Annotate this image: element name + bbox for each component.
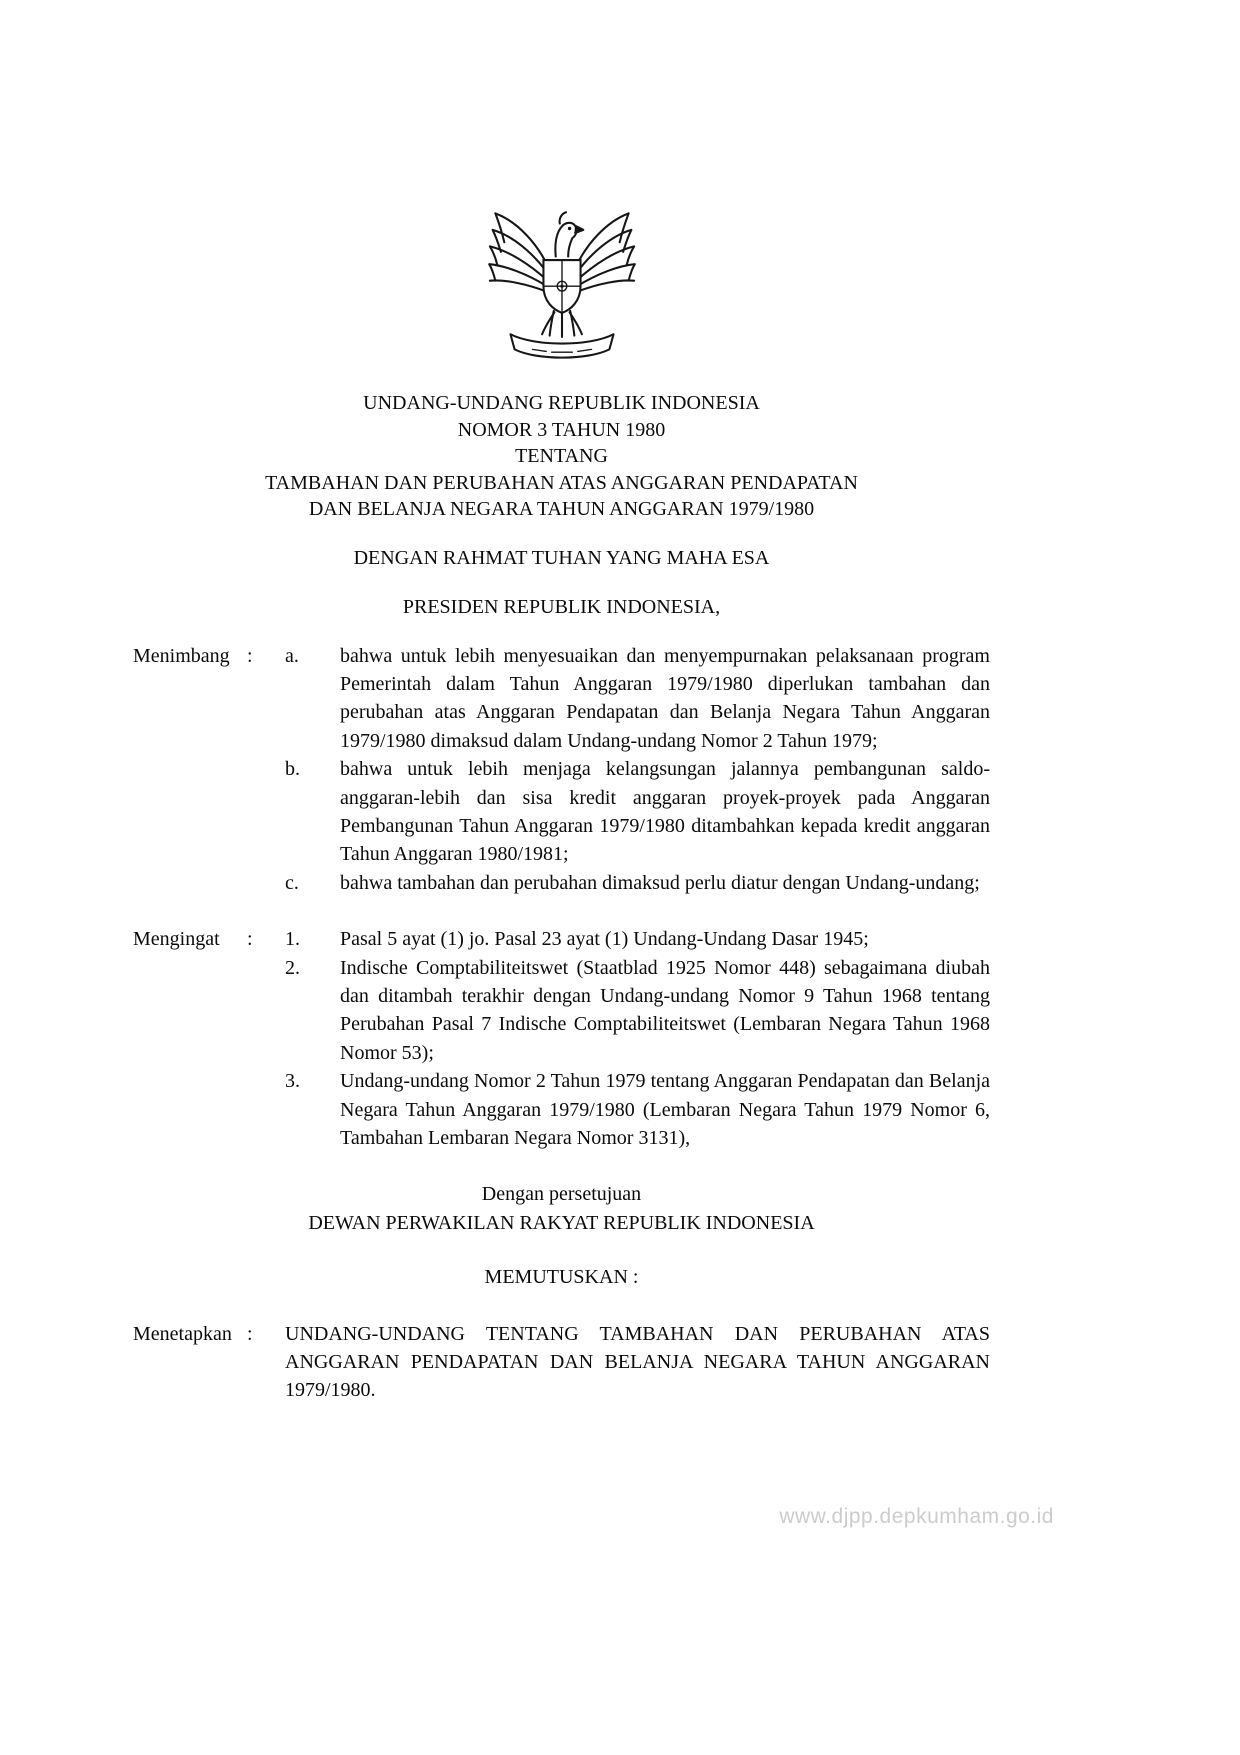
mengingat-colon: : xyxy=(247,928,253,951)
mengingat-label xyxy=(133,925,285,1152)
mengingat-item-1 xyxy=(285,925,990,953)
document-content xyxy=(133,0,990,1405)
document-title xyxy=(133,390,990,523)
menetapkan-body xyxy=(285,1320,990,1405)
menimbang-colon: : xyxy=(247,644,253,667)
agreement-line-1: Dengan persetujuan xyxy=(481,1183,642,1206)
title-line-3: TENTANG xyxy=(515,445,608,467)
menetapkan-item xyxy=(285,1320,990,1405)
item-marker: 1. xyxy=(285,928,300,951)
item-marker: a. xyxy=(285,644,299,667)
item-text: bahwa tambahan dan perubahan dimaksud perlu diatur dengan Undang-undang; xyxy=(340,871,980,894)
item-marker: b. xyxy=(285,758,300,781)
item-text: Indische Comptabiliteitswet (Staatblad 1925 Nomor 448) sebagaimana diubah dan ditambah terakhir dengan Undang-undang Nomor 9 Tahun 1968 tentang Perubahan Pasal 7 Indische Comptabiliteitswet (Lembaran Negara Tahun 1968 Nomor 53); xyxy=(340,956,990,1064)
item-text: bahwa untuk lebih menjaga kelangsungan jalannya pembangunan saldo-anggaran-lebih dan sisa kredit anggaran proyek-proyek pada Anggaran Pembangunan Tahun Anggaran 1979/1980 ditambahkan kepada kredit anggaran Tahun Anggaran 1980/1981; xyxy=(340,758,990,866)
mengingat-section xyxy=(133,925,990,1152)
title-line-5: DAN BELANJA NEGARA TAHUN ANGGARAN 1979/1980 xyxy=(308,498,815,520)
menimbang-section xyxy=(133,642,990,898)
menetapkan-section xyxy=(133,1320,990,1405)
memutuskan-line: MEMUTUSKAN : xyxy=(484,1266,639,1289)
agreement-block xyxy=(133,1180,990,1237)
menimbang-label xyxy=(133,642,285,898)
agreement-line-2: DEWAN PERWAKILAN RAKYAT REPUBLIK INDONESIA xyxy=(308,1211,815,1234)
garuda-pancasila-emblem-icon xyxy=(133,194,990,366)
menetapkan-colon: : xyxy=(247,1322,253,1345)
grace-line: DENGAN RAHMAT TUHAN YANG MAHA ESA xyxy=(353,546,770,569)
mengingat-items xyxy=(285,925,990,1152)
menimbang-item-b xyxy=(285,755,990,869)
watermark: www.djpp.depkumham.go.id xyxy=(779,1505,1054,1528)
menimbang-item-a xyxy=(285,642,990,756)
item-text: bahwa untuk lebih menyesuaikan dan menyempurnakan pelaksanaan program Pemerintah dalam Tahun Anggaran 1979/1980 diperlukan tambahan dan perubahan atas Anggaran Pendapatan dan Belanja Negara Tahun Anggaran 1979/1980 dimaksud dalam Undang-undang Nomor 2 Tahun 1979; xyxy=(340,644,990,752)
item-text: UNDANG-UNDANG TENTANG TAMBAHAN DAN PERUBAHAN ATAS ANGGARAN PENDAPATAN DAN BELANJA NEGARA TAHUN ANGGARAN 1979/1980. xyxy=(285,1322,990,1402)
item-marker: 3. xyxy=(285,1070,300,1093)
mengingat-item-2 xyxy=(285,954,990,1068)
mengingat-label-text: Mengingat xyxy=(133,928,220,951)
item-text: Undang-undang Nomor 2 Tahun 1979 tentang Anggaran Pendapatan dan Belanja Negara Tahun Anggaran 1979/1980 (Lembaran Negara Tahun 1979 Nomor 6, Tambahan Lembaran Negara Nomor 3131), xyxy=(340,1070,990,1149)
item-marker: c. xyxy=(285,871,299,894)
title-line-2: NOMOR 3 TAHUN 1980 xyxy=(457,418,666,441)
menimbang-label-text: Menimbang xyxy=(133,644,230,667)
title-line-4: TAMBAHAN DAN PERUBAHAN ATAS ANGGARAN PENDAPATAN xyxy=(265,471,858,494)
menetapkan-label-text: Menetapkan xyxy=(133,1322,232,1345)
title-line-1: UNDANG-UNDANG REPUBLIK INDONESIA xyxy=(363,392,760,414)
menimbang-items xyxy=(285,642,990,898)
menimbang-item-c xyxy=(285,869,990,897)
menetapkan-label xyxy=(133,1320,285,1405)
item-text: Pasal 5 ayat (1) jo. Pasal 23 ayat (1) Undang-Undang Dasar 1945; xyxy=(340,928,869,951)
president-line: PRESIDEN REPUBLIK INDONESIA, xyxy=(402,596,721,618)
item-marker: 2. xyxy=(285,956,300,979)
mengingat-item-3 xyxy=(285,1067,990,1152)
